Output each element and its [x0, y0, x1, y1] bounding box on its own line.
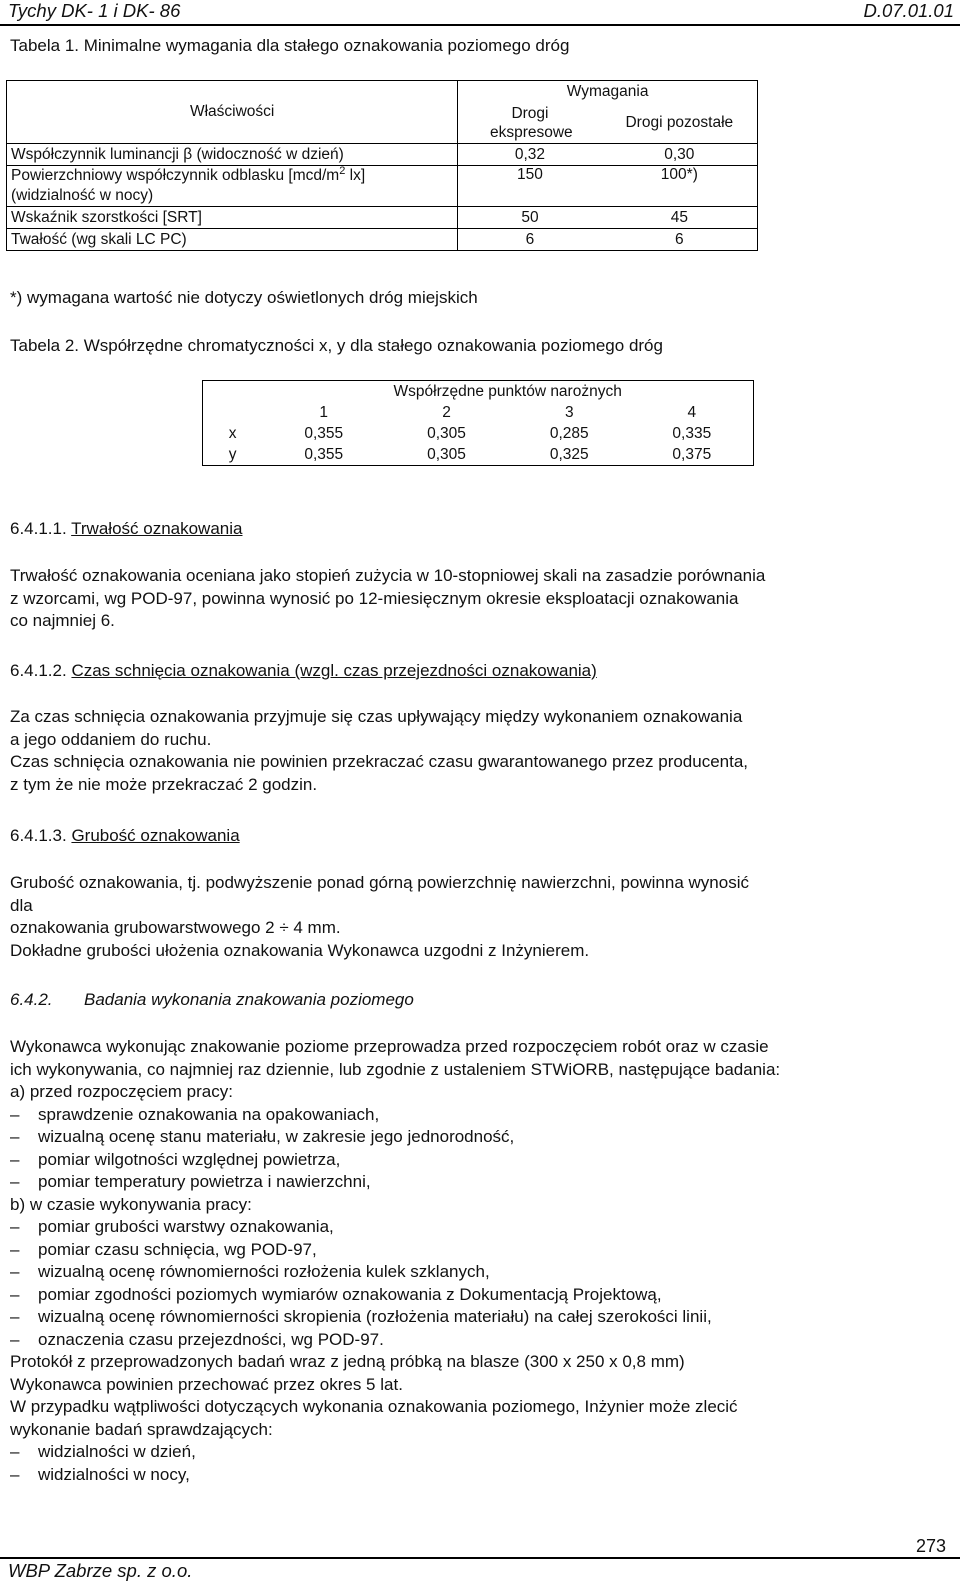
list-item: – sprawdzenie oznakowania na opakowaniach, — [10, 1104, 780, 1127]
paragraph-line: Wykonawca powinien przechować przez okres 5 lat. — [10, 1374, 403, 1394]
table2-cell: 0,305 — [427, 424, 466, 442]
section-6411-body — [10, 565, 765, 633]
table2-cell: 0,325 — [549, 445, 589, 463]
table1-cell-other: 6 — [602, 229, 758, 251]
table1-cell-property: Wskaźnik szorstkości [SRT] — [7, 207, 458, 229]
table1-header-properties: Właściwości — [7, 81, 458, 144]
paragraph-line: oznakowania grubowarstwowego 2 ÷ 4 mm. — [10, 918, 341, 937]
list-item: – widzialności w dzień, — [10, 1441, 780, 1464]
dash-bullet-icon: – — [10, 1127, 20, 1146]
table-row — [7, 144, 758, 166]
paragraph-line: Trwałość oznakowania oceniana jako stopień zużycia w 10-stopniowej skali na zasadzie porównania — [10, 566, 766, 585]
table1-cell-other: 45 — [602, 207, 758, 229]
list-item: – wizualną ocenę stanu materiału, w zakresie jego jednorodność, — [10, 1126, 780, 1149]
list-item: – pomiar temperatury powietrza i nawierzchni, — [10, 1171, 780, 1194]
list-item: – oznaczenia czasu przejezdności, wg POD-97. — [10, 1329, 780, 1352]
table1-cell-express: 6 — [458, 229, 602, 251]
list-item: – pomiar zgodności poziomych wymiarów oznakowania z Dokumentacją Projektową, — [10, 1284, 780, 1307]
table1-footnote: *) wymagana wartość nie dotyczy oświetlonych dróg miejskich — [10, 288, 478, 307]
dash-bullet-icon: – — [10, 1149, 20, 1169]
dash-bullet-icon: – — [10, 1464, 20, 1484]
list-item: – pomiar czasu schnięcia, wg POD-97, — [10, 1239, 780, 1262]
dash-bullet-icon: – — [10, 1329, 20, 1349]
page-number: 273 — [915, 1536, 946, 1556]
dash-bullet-icon: – — [10, 1172, 20, 1191]
paragraph-line: Wykonawca wykonując znakowanie poziome przeprowadza przed rozpoczęciem robót oraz w czasie — [10, 1037, 769, 1056]
dash-bullet-icon: – — [10, 1217, 20, 1236]
paragraph-line: Grubość oznakowania, tj. podwyższenie ponad górną powierzchnię nawierzchni, powinna wynosić — [10, 873, 749, 892]
list-item: – wizualną ocenę równomierności skropienia (rozłożenia materiału) na całej szerokości linii, — [10, 1306, 780, 1329]
table2-cell: 0,355 — [304, 424, 344, 442]
dash-bullet-icon: – — [10, 1104, 20, 1124]
list-item: – pomiar wilgotności względnej powietrza, — [10, 1149, 780, 1172]
table1-cell-express: 150 — [458, 166, 602, 207]
table1-cell-other: 100*) — [602, 166, 758, 207]
table2-cell: 0,355 — [304, 445, 344, 463]
dash-bullet-icon: – — [10, 1442, 20, 1461]
table1-header-express: Drogi ekspresowe — [458, 103, 602, 144]
table-row — [7, 166, 758, 207]
table1 — [6, 80, 758, 251]
table2-cell: 0,375 — [672, 445, 712, 463]
paragraph-line: W przypadku wątpliwości dotyczących wykonania oznakowania poziomego, Inżynier może zlecić — [10, 1397, 738, 1416]
table2-header: Współrzędne punktów narożnych — [393, 382, 622, 400]
list-item: – wizualną ocenę równomierności rozłożenia kulek szklanych, — [10, 1261, 780, 1284]
table2-point-label: 1 — [319, 403, 329, 421]
paragraph-line: b) w czasie wykonywania pracy: — [10, 1194, 252, 1214]
paragraph-line: wykonanie badań sprawdzających: — [10, 1419, 273, 1439]
table1-cell-property: Twałość (wg skali LC PC) — [7, 229, 458, 251]
table2-caption: Tabela 2. Współrzędne chromatyczności x, y dla stałego oznakowania poziomego dróg — [10, 336, 663, 355]
header-spec-code: D.07.01.01 — [863, 0, 954, 21]
dash-bullet-icon: – — [10, 1284, 20, 1304]
section-6411-heading: 6.4.1.1. Trwałość oznakowania — [10, 519, 243, 538]
table1-header-requirements: Wymagania — [458, 81, 758, 104]
table2-point-label: 4 — [687, 403, 697, 421]
table2-row-label: x — [228, 424, 237, 442]
table2-point-label: 2 — [442, 403, 451, 421]
table-row — [203, 444, 754, 466]
table1-cell-express: 50 — [458, 207, 602, 229]
list-item: – pomiar grubości warstwy oznakowania, — [10, 1216, 780, 1239]
table-row — [7, 229, 758, 251]
section-6412-body — [10, 706, 748, 796]
table1-cell-other: 0,30 — [602, 144, 758, 166]
dash-bullet-icon: – — [10, 1262, 20, 1281]
table2-point-label: 3 — [564, 403, 574, 421]
table1-cell-property: Powierzchniowy współczynnik odblasku [$mcd/m^2$ lx] (widzialność w nocy) — [7, 166, 458, 207]
paragraph-line: a jego oddaniem do ruchu. — [10, 729, 212, 749]
section-642-heading: 6.4.2. Badania wykonania znakowania poziomego — [10, 990, 414, 1009]
footer-company: WBP Zabrze sp. z o.o. — [8, 1560, 193, 1581]
list-item: – widzialności w nocy, — [10, 1464, 780, 1487]
table1-cell-property: Współczynnik luminancji β (widoczność w dzień) — [7, 144, 458, 166]
paragraph-line: Dokładne grubości ułożenia oznakowania Wykonawca uzgodni z Inżynierem. — [10, 940, 590, 960]
paragraph-line: Za czas schnięcia oznakowania przyjmuje się czas upływający między wykonaniem oznakowania — [10, 707, 743, 726]
paragraph-line: z wzorcami, wg POD-97, powinna wynosić po 12-miesięcznym okresie eksploatacji oznakowania — [10, 588, 739, 608]
table2-cell: 0,335 — [672, 424, 712, 442]
paragraph-line: z tym że nie może przekraczać 2 godzin. — [10, 774, 318, 794]
paragraph-line: ich wykonywania, co najmniej raz dziennie, lub zgodnie z ustaleniem STWiORB, następujące badania: — [10, 1059, 781, 1079]
dash-bullet-icon: – — [10, 1239, 20, 1259]
table2-cell: 0,305 — [427, 445, 466, 463]
section-6413-heading: 6.4.1.3. Grubość oznakowania — [10, 826, 240, 845]
table1-header-other: Drogi pozostałe — [602, 103, 758, 144]
table2-cell: 0,285 — [549, 424, 589, 442]
paragraph-line: Czas schnięcia oznakowania nie powinien przekraczać czasu gwarantowanego przez producenta, — [10, 752, 749, 771]
paragraph-line: a) przed rozpoczęciem pracy: — [10, 1082, 233, 1101]
section-642-body — [10, 1036, 780, 1486]
table-row — [7, 207, 758, 229]
table1-caption: Tabela 1. Minimalne wymagania dla stałego oznakowania poziomego dróg — [10, 36, 570, 55]
table2 — [202, 380, 754, 466]
paragraph-line: Protokół z przeprowadzonych badań wraz z jedną próbką na blasze (300 x 250 x 0,8 mm) — [10, 1352, 685, 1371]
dash-bullet-icon: – — [10, 1307, 20, 1326]
table2-row-label: y — [228, 445, 237, 463]
table1-cell-express: 0,32 — [458, 144, 602, 166]
table-row — [203, 423, 754, 444]
paragraph-line: dla — [10, 895, 33, 915]
footer-rule — [0, 1557, 960, 1559]
section-6413-body — [10, 872, 749, 962]
header-title: Tychy DK- 1 i DK- 86 — [8, 0, 181, 21]
header-rule — [0, 24, 960, 26]
section-6412-heading: 6.4.1.2. Czas schnięcia oznakowania (wzgl. czas przejezdności oznakowania) — [10, 661, 597, 680]
paragraph-line: co najmniej 6. — [10, 611, 115, 630]
